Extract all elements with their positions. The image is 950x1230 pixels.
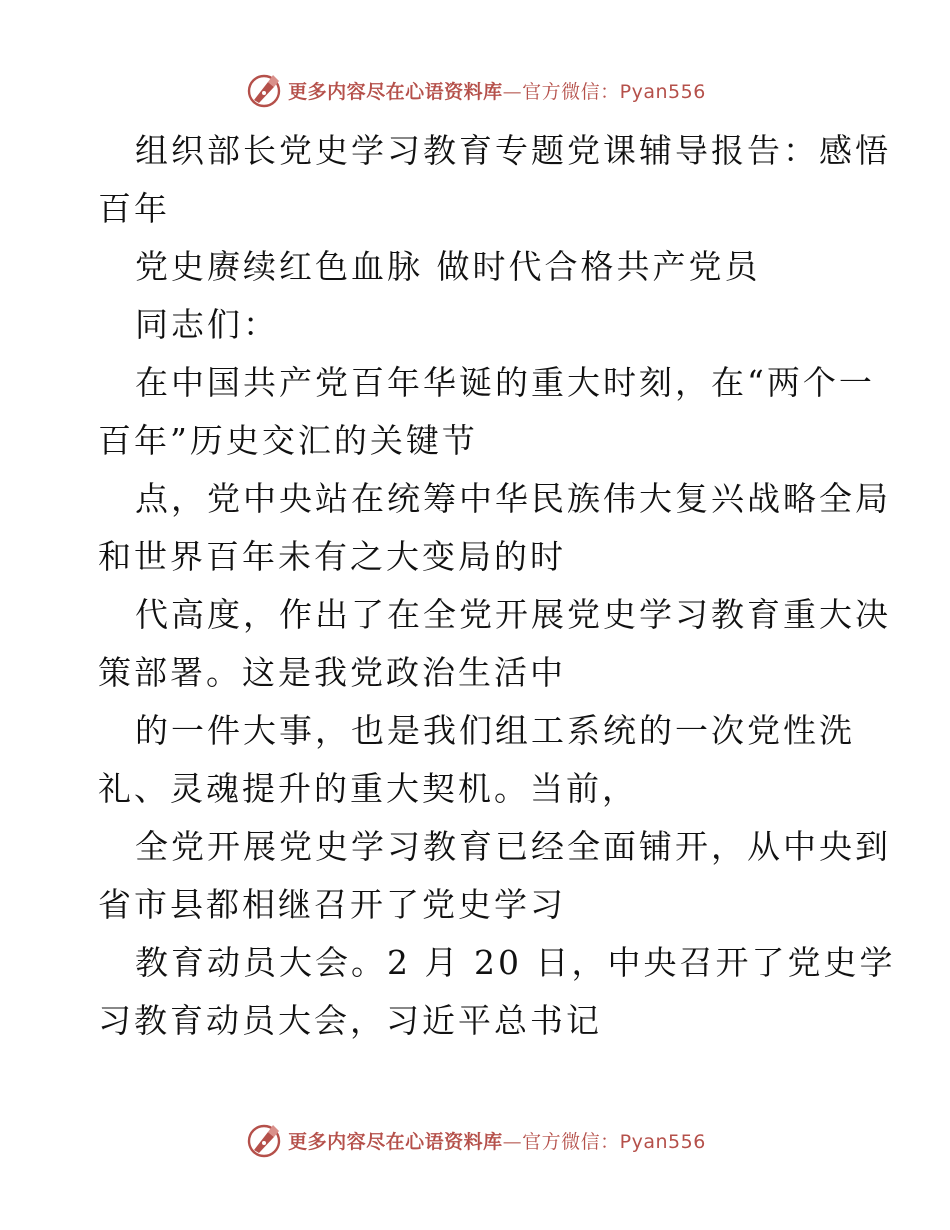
header-brand-text: 更多内容尽在心语资料库 — [288, 80, 503, 103]
pen-nib-logo-icon — [244, 1120, 284, 1160]
body-paragraph-2 — [98, 470, 891, 586]
body-line: 在中国共产党百年华诞的重大时刻，在“两个一 — [135, 363, 875, 402]
footer-brand-text: 更多内容尽在心语资料库 — [288, 1130, 503, 1153]
salutation-line: 同志们： — [135, 305, 279, 344]
body-line: 点，党中央站在统筹中华民族伟大复兴战略全局 — [135, 479, 891, 518]
title-line-2: 百年 — [98, 189, 170, 228]
footer-watermark-text — [288, 1127, 706, 1154]
title-line-1: 组织部长党史学习教育专题党课辅导报告：感悟 — [135, 131, 891, 170]
footer-contact-text: 官方微信：Pyan556 — [522, 1130, 706, 1153]
footer-watermark — [0, 1118, 950, 1162]
body-paragraph-1 — [98, 354, 875, 470]
body-paragraph-5 — [98, 818, 891, 934]
subtitle-line: 党史赓续红色血脉 做时代合格共产党员 — [135, 247, 761, 286]
body-paragraph-6 — [98, 934, 896, 1050]
body-line: 策部署。这是我党政治生活中 — [98, 653, 566, 692]
body-line: 百年”历史交汇的关键节 — [98, 421, 478, 460]
header-contact-text: 官方微信：Pyan556 — [522, 80, 706, 103]
body-line: 全党开展党史学习教育已经全面铺开，从中央到 — [135, 827, 891, 866]
footer-watermark-inner — [244, 1120, 706, 1160]
subtitle-paragraph — [98, 238, 858, 296]
body-line: 和世界百年未有之大变局的时 — [98, 537, 566, 576]
body-line: 教育动员大会。2 月 20 日，中央召开了党史学 — [135, 943, 896, 982]
body-line: 的一件大事，也是我们组工系统的一次党性洗 — [135, 711, 855, 750]
document-body — [98, 122, 896, 1050]
footer-separator: — — [502, 1130, 523, 1153]
pen-nib-logo-icon — [244, 70, 284, 110]
body-paragraph-3 — [98, 586, 891, 702]
body-line: 习教育动员大会，习近平总书记 — [98, 1001, 602, 1040]
title-paragraph — [98, 122, 891, 238]
body-line: 代高度，作出了在全党开展党史学习教育重大决 — [135, 595, 891, 634]
body-line: 礼、灵魂提升的重大契机。当前， — [98, 769, 638, 808]
header-separator: — — [502, 80, 523, 103]
salutation-paragraph — [98, 296, 858, 354]
header-watermark-inner — [244, 70, 706, 110]
body-paragraph-4 — [98, 702, 858, 818]
body-line: 省市县都相继召开了党史学习 — [98, 885, 566, 924]
header-watermark-text — [288, 77, 706, 104]
header-watermark — [0, 68, 950, 112]
